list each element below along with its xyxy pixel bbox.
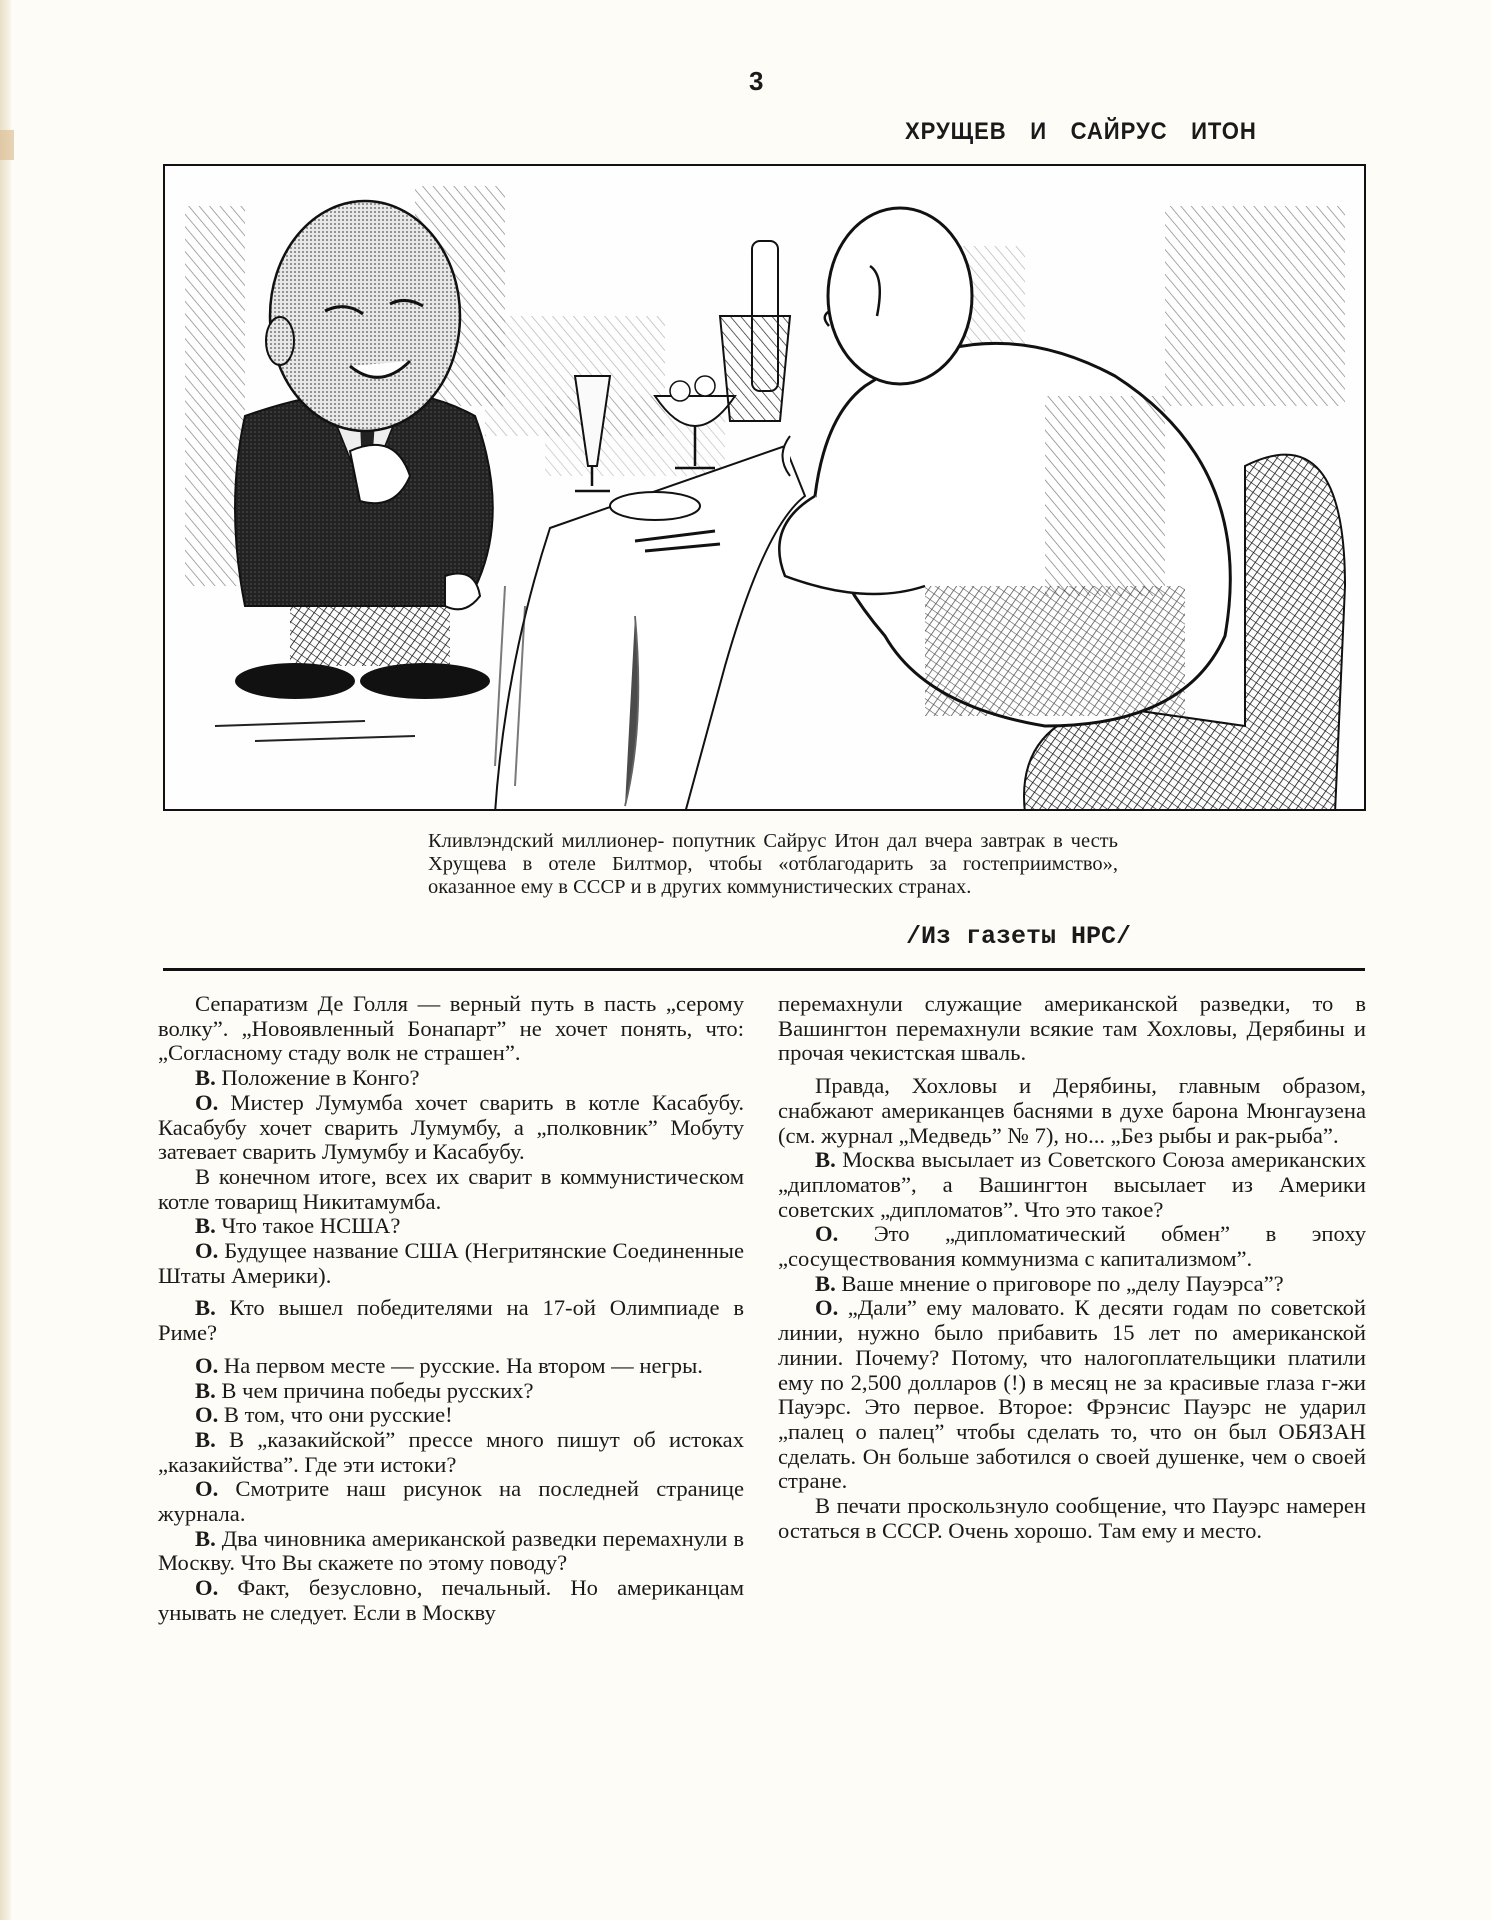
- answer: О. Смотрите наш рисунок на последней странице журнала.: [158, 1476, 744, 1527]
- question: В. Положение в Конго?: [195, 1065, 420, 1091]
- answer: О. Факт, безусловно, печальный. Но американцам унывать не следует. Если в Москву: [158, 1575, 744, 1625]
- paragraph: В конечном итоге, всех их сварит в коммунистическом котле товарищ Никитамумба.: [158, 1163, 744, 1214]
- text-column-left: [158, 992, 744, 1626]
- cartoon-caption: Кливлэндский миллионер- попутник Сайрус Итон дал вчера завтрак в честь Хрущева в отеле Билтмор, чтобы «отблагодарить за гостеприимство», оказанное ему в СССР и в других коммунистических странах.: [428, 830, 1118, 898]
- cartoon-drawing: [165, 166, 1366, 811]
- answer: О. На первом месте — русские. На втором — негры.: [195, 1352, 703, 1378]
- paragraph: В печати проскользнуло сообщение, что Пауэрс намерен остаться в СССР. Очень хорошо. Там ему и место.: [778, 1493, 1366, 1543]
- question: В. В „казакийской” прессе много пишут об истоках „казакийства”. Где эти истоки?: [158, 1426, 744, 1477]
- stain-mark: [0, 130, 14, 160]
- paragraph: Правда, Хохловы и Дерябины, главным образом, снабжают американцев баснями в духе барона Мюнгаузена (см. журнал „Медведь” № 7), но... „Без рыбы и рак-рыба”.: [778, 1073, 1366, 1148]
- question: В. Что такое НСША?: [195, 1213, 401, 1239]
- answer: О. В том, что они русские!: [195, 1402, 453, 1428]
- figure-eaton: [215, 201, 493, 741]
- question: В. Кто вышел победителями на 17-ой Олимпиаде в Риме?: [158, 1295, 744, 1346]
- page-number: 3: [749, 66, 764, 96]
- section-divider: [163, 968, 1365, 971]
- paragraph: Сепаратизм Де Голля — верный путь в пасть „серому волку”. „Новоявленный Бонапарт” не хочет понять, что: „Согласному стаду волк не страшен”.: [158, 991, 744, 1066]
- answer: О. „Дали” ему маловато. К десяти годам по советской линии, нужно было прибавить 15 лет по американской линии. Почему? Потому, что налогоплательщики платили ему по 2,500 долларов (!) в месяц не за красивые глаза г-жи Пауэрс. Это первое. Второе: Фрэнсис Пауэрс не ударил „палец о палец” чтобы сделать то, что он был ОБЯЗАН сделать. Он больше заботился о своей душенке, чем о своей стране.: [778, 1295, 1366, 1494]
- answer: О. Это „дипломатический обмен” в эпоху „сосуществования коммунизма с капитализмом”.: [778, 1221, 1366, 1272]
- cartoon-illustration: [163, 164, 1366, 811]
- page-headline: ХРУЩЕВ И САЙРУС ИТОН: [905, 118, 1257, 145]
- caption-source: /Из газеты НРС/: [906, 922, 1132, 951]
- question: В. Ваше мнение о приговоре по „делу Пауэрса”?: [815, 1270, 1284, 1296]
- question: В. В чем причина победы русских?: [195, 1377, 534, 1403]
- question: В. Два чиновника американской разведки перемахнули в Москву. Что Вы скажете по этому поводу?: [158, 1525, 744, 1576]
- page-spine-shadow: [0, 0, 12, 1920]
- question: В. Москва высылает из Советского Союза американских „дипломатов”, а Вашингтон высылает из Америки советских „дипломатов”. Что это такое?: [778, 1147, 1366, 1222]
- paragraph: перемахнули служащие американской разведки, то в Вашингтон перемахнули всякие там Хохловы, Дерябины и прочая чекистская шваль.: [778, 991, 1366, 1066]
- answer: О. Будущее название США (Негритянские Соединенные Штаты Америки).: [158, 1238, 744, 1288]
- text-column-right: [778, 992, 1366, 1543]
- answer: О. Мистер Лумумба хочет сварить в котле Касабубу. Касабубу хочет сварить Лумумбу, а „полковник” Мобуту затевает сварить Лумумбу и Касабубу.: [158, 1089, 744, 1165]
